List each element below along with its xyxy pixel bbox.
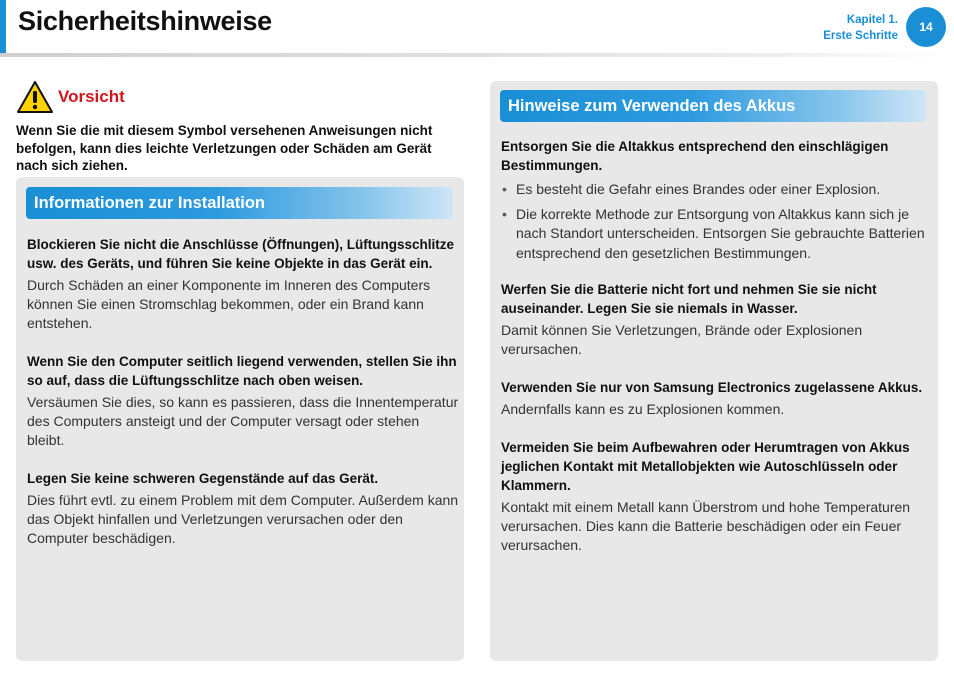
bullet-item: • Es besteht die Gefahr eines Brandes oder einer Explosion. — [501, 180, 933, 200]
section-text: Andernfalls kann es zu Explosionen kommen. — [501, 401, 785, 417]
installation-panel — [16, 177, 464, 661]
battery-section — [501, 438, 933, 555]
section-text: Versäumen Sie dies, so kann es passieren, dass die Innentemperatur des Computers ansteigt und der Computer versagt oder stehen bleibt. — [27, 394, 459, 448]
section-title: Entsorgen Sie die Altakkus entsprechend den einschlägigen Bestimmungen. — [501, 139, 889, 173]
installation-section — [27, 352, 459, 450]
caution-text: Wenn Sie die mit diesem Symbol versehenen Anweisungen nicht befolgen, kann dies leichte Verletzungen oder Schäden am Gerät nach sich ziehen. — [16, 123, 433, 173]
section-text: Dies führt evtl. zu einem Problem mit dem Computer. Außerdem kann das Objekt hinfallen und Verletzungen verursachen oder den Computer beschädigen. — [27, 492, 459, 546]
chapter-title: Erste Schritte — [823, 30, 898, 42]
section-title: Verwenden Sie nur von Samsung Electronics zugelassene Akkus. — [501, 380, 923, 395]
installation-section — [27, 235, 459, 333]
bullet-list — [501, 180, 933, 263]
battery-content — [501, 137, 933, 574]
battery-heading: Hinweise zum Verwenden des Akkus — [500, 90, 926, 122]
caution-notice — [16, 80, 462, 175]
installation-section — [27, 469, 459, 548]
section-title: Blockieren Sie nicht die Anschlüsse (Öffnungen), Lüftungsschlitze usw. des Geräts, und führen Sie keine Objekte in das Gerät ein. — [27, 237, 455, 271]
battery-section — [501, 378, 933, 419]
battery-section — [501, 137, 933, 263]
section-text: Kontakt mit einem Metall kann Überstrom und hohe Temperaturen verursachen. Dies kann die Batterie beschädigen oder ein Feuer verursachen. — [501, 499, 911, 553]
warning-triangle-icon — [16, 80, 54, 114]
installation-content — [27, 235, 459, 567]
section-title: Wenn Sie den Computer seitlich liegend verwenden, stellen Sie ihn so auf, dass die Lüftungsschlitze nach oben weisen. — [27, 354, 457, 388]
battery-section — [501, 280, 933, 359]
installation-heading: Informationen zur Installation — [26, 187, 453, 219]
section-title: Vermeiden Sie beim Aufbewahren oder Herumtragen von Akkus jeglichen Kontakt mit Metallobjekten wie Autoschlüsseln oder Klammern. — [501, 440, 910, 493]
caution-header — [16, 80, 462, 114]
bullet-item: • Die korrekte Methode zur Entsorgung von Altakkus kann sich je nach Standort unterscheiden. Entsorgen Sie gebrauchte Batterien entsprechend den gesetzlichen Bestimmungen. — [501, 205, 933, 264]
page-number-badge: 14 — [906, 7, 946, 47]
section-text: Damit können Sie Verletzungen, Brände oder Explosionen verursachen. — [501, 322, 863, 357]
header-divider — [0, 53, 954, 57]
section-title: Legen Sie keine schweren Gegenstände auf das Gerät. — [27, 471, 379, 486]
section-text: Durch Schäden an einer Komponente im Inneren des Computers können Sie einen Stromschlag bekommen, oder ein Brand kann entstehen. — [27, 277, 431, 331]
page-title: Sicherheitshinweise — [18, 6, 272, 36]
section-title: Werfen Sie die Batterie nicht fort und nehmen Sie sie nicht auseinander. Legen Sie sie niemals in Wasser. — [501, 282, 877, 316]
chapter-label — [823, 12, 898, 44]
chapter-number: Kapitel 1. — [846, 14, 898, 26]
caution-title: Vorsicht — [58, 87, 125, 106]
title-accent-bar — [0, 0, 6, 53]
battery-panel — [490, 81, 938, 661]
